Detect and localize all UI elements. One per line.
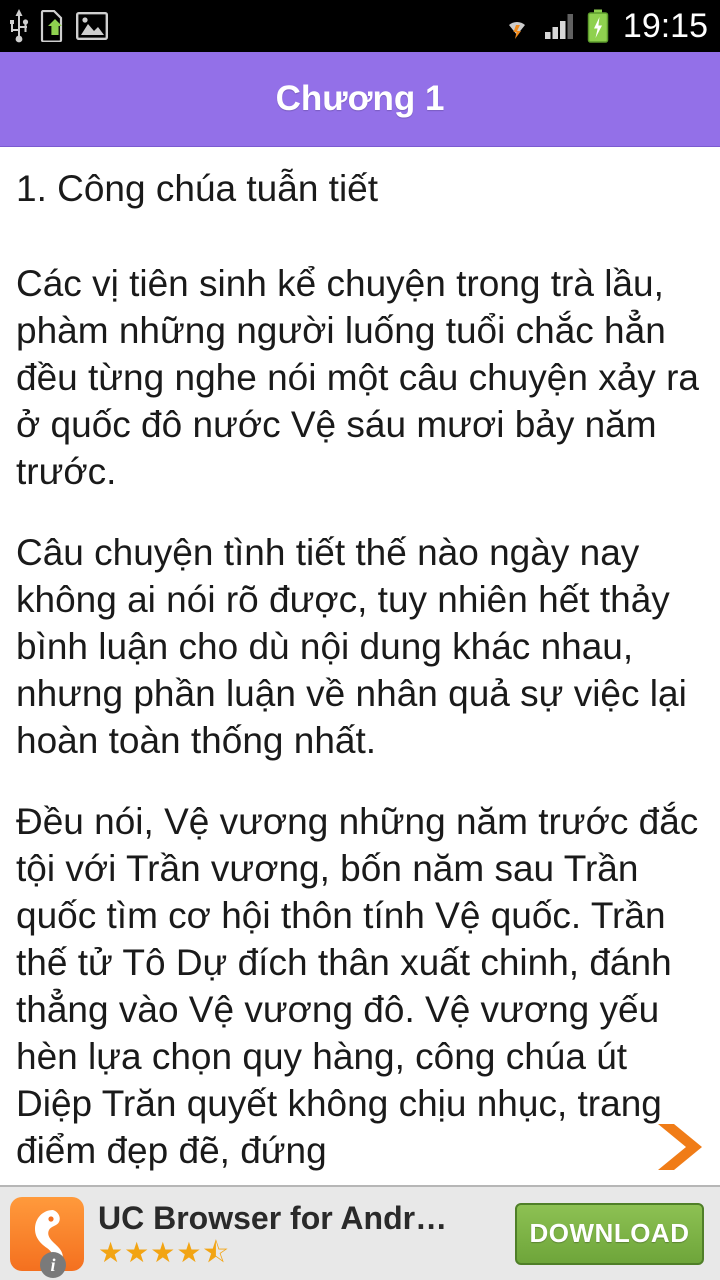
title-bar bbox=[0, 52, 720, 147]
ad-download-button[interactable]: DOWNLOAD bbox=[515, 1203, 704, 1265]
signal-icon bbox=[543, 10, 577, 42]
ad-rating-stars bbox=[98, 1239, 515, 1267]
star-icon: ★ bbox=[176, 1237, 202, 1268]
ad-banner[interactable] bbox=[0, 1185, 720, 1280]
status-clock: 19:15 bbox=[622, 6, 708, 45]
star-icon: ★ bbox=[150, 1237, 176, 1268]
paragraph: Câu chuyện tình tiết thế nào ngày nay không ai nói rõ được, tuy nhiên hết thảy bình luận cho dù nội dung khác nhau, nhưng phần luận về nhân quả sự việc lại hoàn toàn thống nhất. bbox=[16, 532, 687, 761]
ad-title: UC Browser for Andr… bbox=[98, 1200, 448, 1236]
ad-text-column bbox=[84, 1200, 515, 1267]
next-page-button[interactable] bbox=[648, 1118, 714, 1176]
chapter-heading: 1. Công chúa tuẫn tiết bbox=[16, 168, 379, 209]
paragraph: Đều nói, Vệ vương những năm trước đắc tội với Trần vương, bốn năm sau Trần quốc tìm cơ hội thôn tính Vệ quốc. Trần thế tử Tô Dự đích thân xuất chinh, đánh thẳng vào Vệ vương đô. Vệ vương yếu hèn lựa chọn quy hàng, công chúa út Diệp Trăn quyết không chịu nhục, trang điểm đẹp đẽ, đứng bbox=[16, 801, 699, 1171]
reader-content[interactable] bbox=[0, 147, 720, 1185]
star-icon: ★ bbox=[98, 1237, 124, 1268]
status-bar-left-icons bbox=[8, 9, 108, 43]
usb-icon bbox=[8, 9, 30, 43]
ad-info-badge[interactable]: i bbox=[40, 1252, 66, 1278]
status-bar bbox=[0, 0, 720, 52]
chevron-right-icon bbox=[652, 1120, 710, 1174]
sd-card-icon bbox=[40, 10, 66, 42]
page-title: Chương 1 bbox=[275, 79, 445, 118]
paragraph: Các vị tiên sinh kể chuyện trong trà lầu, phàm những người luống tuổi chắc hẳn đều từng nghe nói một câu chuyện xảy ra ở quốc đô nước Vệ sáu mươi bảy năm trước. bbox=[16, 263, 699, 492]
star-icon: ★ bbox=[124, 1237, 150, 1268]
image-icon bbox=[76, 12, 108, 40]
status-bar-right-icons bbox=[500, 7, 708, 46]
wifi-icon bbox=[500, 10, 534, 42]
battery-charging-icon bbox=[586, 9, 610, 43]
star-half-icon: ⯪ bbox=[202, 1237, 229, 1268]
